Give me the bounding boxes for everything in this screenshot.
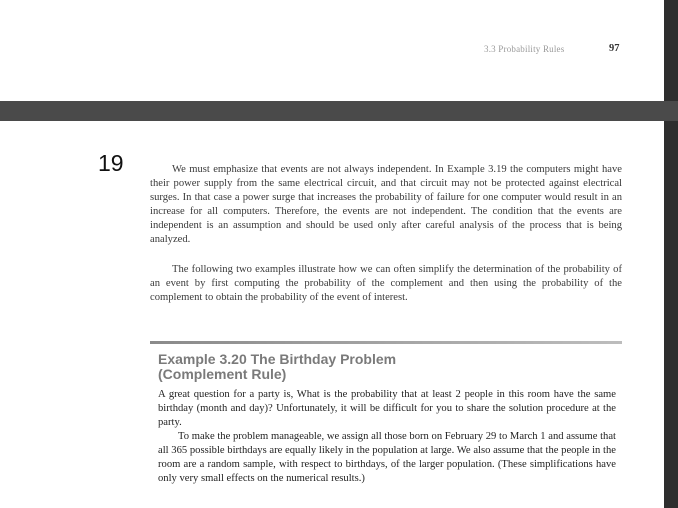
example-title (158, 352, 618, 381)
example-title-line1: Example 3.20 The Birthday Problem (158, 351, 397, 367)
example-rule (150, 341, 622, 344)
page-divider (0, 101, 678, 121)
example-title-line2: (Complement Rule) (158, 365, 287, 382)
paragraph-independence: We must emphasize that events are not always independent. In Example 3.19 the computers might have their power supply from the same electrical circuit, and that circuit may not be protected against electrical surges. In that case a power surge that increases the probability of failure for one computer would result in an increase for all computers. Therefore, the events are not independent. The condition that the events are independent is an assumption and should be used only after careful analysis of the process that is being analyzed. (150, 164, 622, 246)
paragraph-complement-intro: The following two examples illustrate how we can often simplify the determination of the probability of an event by first computing the probability of the complement and then using the probability of the complement to obtain the probability of the event of interest. (150, 264, 622, 304)
running-head: 3.3 Probability Rules (484, 44, 565, 54)
page-number: 97 (609, 43, 620, 54)
example-paragraph-assumptions: To make the problem manageable, we assign all those born on February 29 to March 1 and assume that all 365 possible birthdays are equally likely in the population at large. We also assume that the people in the room are a random sample, with respect to birthdays, of the larger population. (These simplifications have only very small effects on the numerical results.) (158, 431, 616, 484)
example-paragraph-question: A great question for a party is, What is the probability that at least 2 people in this room have the same birthday (month and day)? Unfortunately, it will be difficult for you to share the solution procedure at the party. (158, 389, 616, 428)
right-edge-strip (664, 0, 678, 508)
slide-number: 19 (98, 150, 124, 176)
